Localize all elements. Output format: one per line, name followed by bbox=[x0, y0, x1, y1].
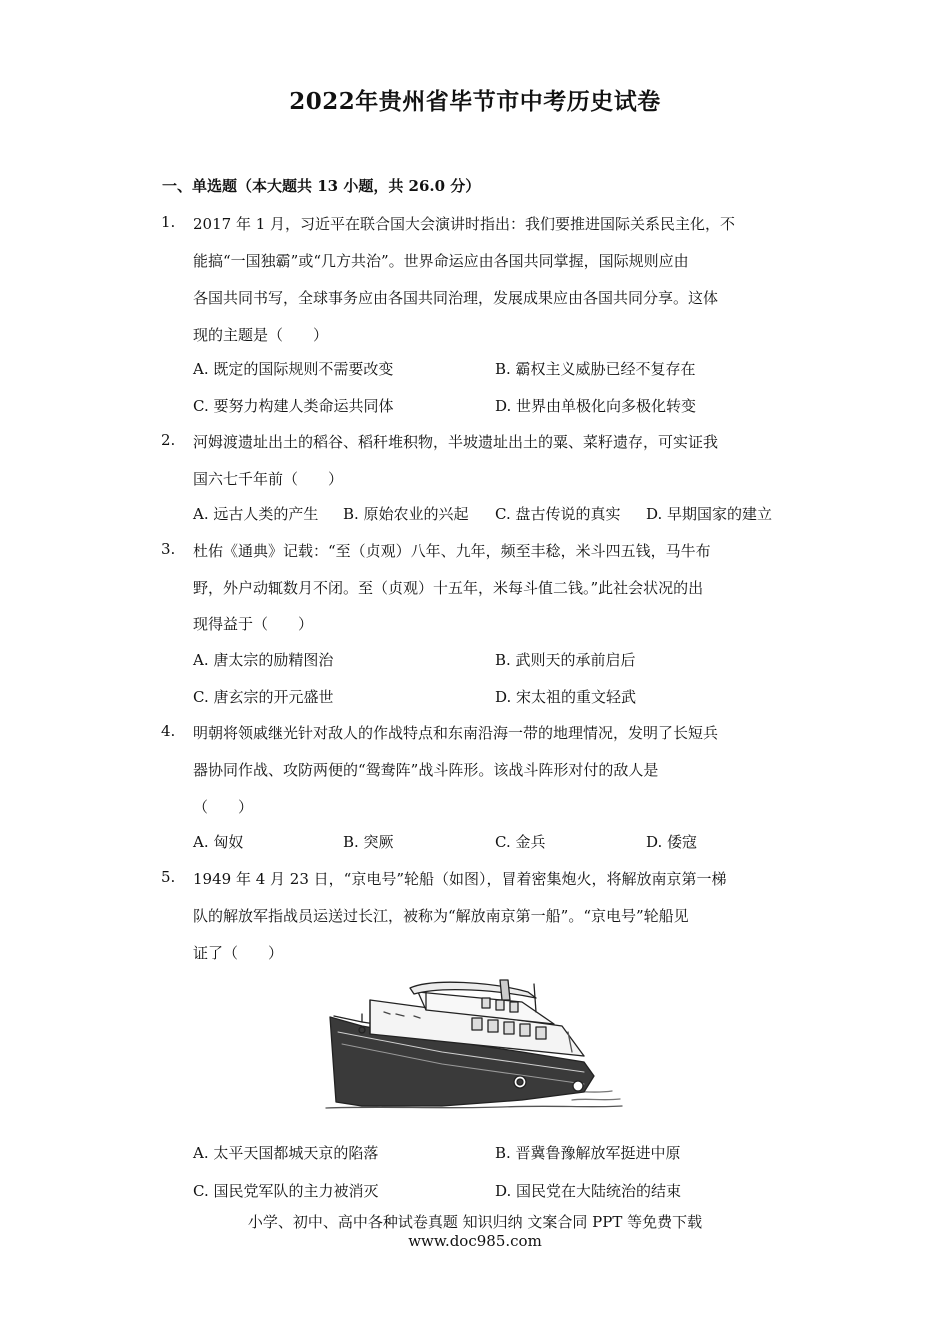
question-text: 河姆渡遗址出土的稻谷、稻秆堆积物，半坡遗址出土的粟、菜籽遗存，可实证我 bbox=[193, 433, 719, 451]
option-b: B. 原始农业的兴起 bbox=[343, 505, 469, 523]
option-d: D. 国民党在大陆统治的结束 bbox=[495, 1182, 682, 1200]
question-text: 国六七千年前（ ） bbox=[193, 470, 344, 488]
option-c: C. 要努力构建人类命运共同体 bbox=[193, 397, 394, 415]
option-d: D. 宋太祖的重文轻武 bbox=[495, 688, 637, 706]
question-text: 1949 年 4 月 23 日，“京电号”轮船（如图），冒着密集炮火，将解放南京第一梯 bbox=[193, 870, 727, 888]
option-a: A. 唐太宗的励精图治 bbox=[193, 651, 334, 669]
question-text: 证了（ ） bbox=[193, 944, 284, 962]
option-c: C. 金兵 bbox=[495, 833, 546, 851]
question-number: 1. bbox=[161, 213, 176, 231]
option-a: A. 太平天国都城天京的陷落 bbox=[193, 1144, 379, 1162]
question-text: 现得益于（ ） bbox=[193, 615, 314, 633]
option-d: D. 早期国家的建立 bbox=[646, 505, 773, 523]
option-a: A. 匈奴 bbox=[193, 833, 244, 851]
page-title: 2022年贵州省毕节市中考历史试卷 bbox=[289, 88, 661, 115]
question-text: 明朝将领戚继光针对敌人的作战特点和东南沿海一带的地理情况，发明了长短兵 bbox=[193, 724, 719, 742]
option-d: D. 世界由单极化向多极化转变 bbox=[495, 397, 697, 415]
option-b: B. 晋冀鲁豫解放军挺进中原 bbox=[495, 1144, 681, 1162]
question-text: （ ） bbox=[193, 798, 254, 816]
steamboat-illustration bbox=[322, 972, 624, 1112]
section-heading: 一、单选题（本大题共 13 小题，共 26.0 分） bbox=[162, 177, 481, 195]
footer-promo-text: 小学、初中、高中各种试卷真题 知识归纳 文案合同 PPT 等免费下载 bbox=[247, 1213, 703, 1231]
question-text: 杜佑《通典》记载：“至（贞观）八年、九年，频至丰稔，米斗四五钱，马牛布 bbox=[193, 542, 711, 560]
question-text: 器协同作战、攻防两便的“鸳鸯阵”战斗阵形。该战斗阵形对付的敌人是 bbox=[193, 761, 659, 779]
option-a: A. 既定的国际规则不需要改变 bbox=[193, 360, 394, 378]
question-number: 2. bbox=[161, 431, 176, 449]
question-number: 5. bbox=[161, 868, 176, 886]
option-c: C. 盘古传说的真实 bbox=[495, 505, 621, 523]
option-c: C. 国民党军队的主力被消灭 bbox=[193, 1182, 379, 1200]
option-b: B. 突厥 bbox=[343, 833, 394, 851]
option-a: A. 远古人类的产生 bbox=[193, 505, 319, 523]
question-text: 2017 年 1 月，习近平在联合国大会演讲时指出：我们要推进国际关系民主化，不 bbox=[193, 215, 736, 233]
question-number: 4. bbox=[161, 722, 176, 740]
footer-url: www.doc985.com bbox=[408, 1232, 542, 1250]
question-text: 野，外户动辄数月不闭。至（贞观）十五年，米每斗值二钱。”此社会状况的出 bbox=[193, 579, 704, 597]
option-d: D. 倭寇 bbox=[646, 833, 698, 851]
question-number: 3. bbox=[161, 540, 176, 558]
option-b: B. 霸权主义威胁已经不复存在 bbox=[495, 360, 696, 378]
question-text: 队的解放军指战员运送过长江，被称为“解放南京第一船”。“京电号”轮船见 bbox=[193, 907, 689, 925]
option-c: C. 唐玄宗的开元盛世 bbox=[193, 688, 334, 706]
option-b: B. 武则天的承前启后 bbox=[495, 651, 636, 669]
question-text: 现的主题是（ ） bbox=[193, 326, 329, 344]
question-text: 能搞“一国独霸”或“几方共治”。世界命运应由各国共同掌握，国际规则应由 bbox=[193, 252, 689, 270]
question-text: 各国共同书写，全球事务应由各国共同治理，发展成果应由各国共同分享。这体 bbox=[193, 289, 719, 307]
